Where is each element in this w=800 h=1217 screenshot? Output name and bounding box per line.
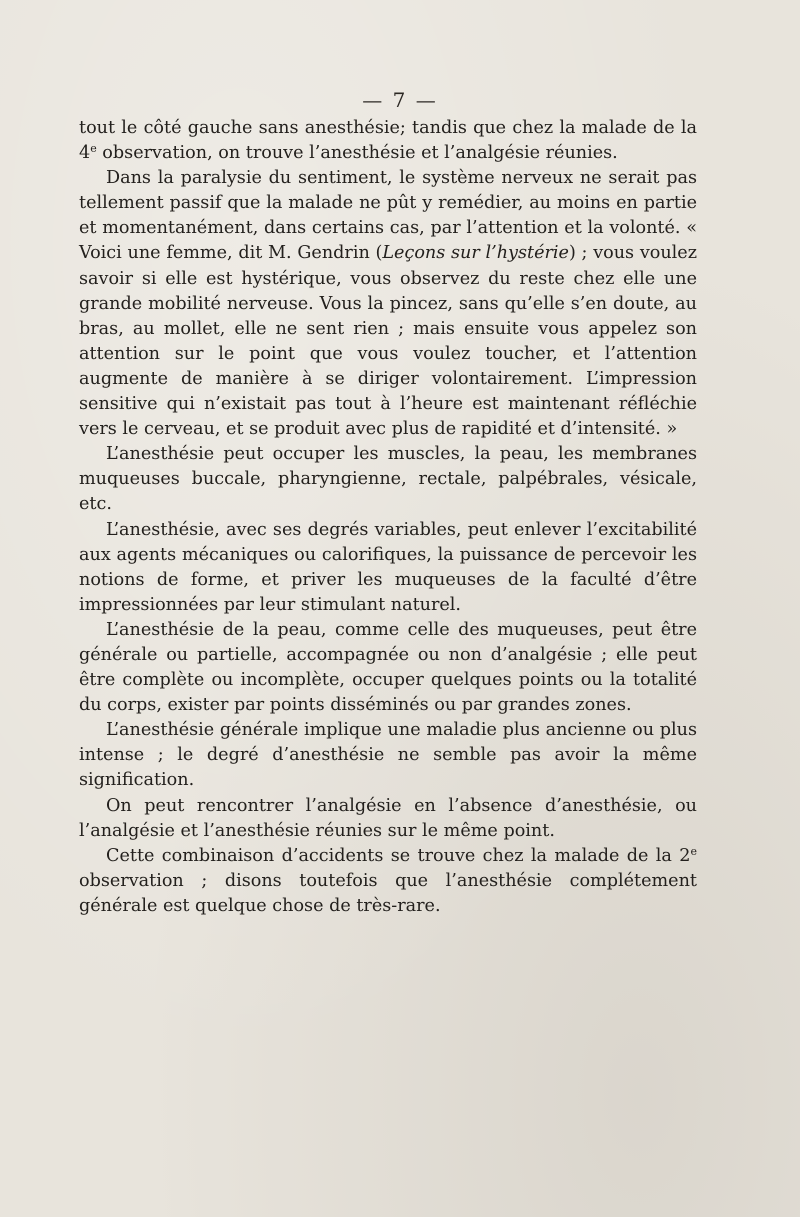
cited-work-title: Leçons sur l’hystérie [382,243,569,264]
paragraph-1-text-a: tout le côté gauche sans anesthésie; tandis que chez la malade de la 4 [79,118,697,164]
body-text [79,116,697,919]
ordinal-superscript: e [690,844,697,858]
ordinal-superscript: e [90,142,97,156]
page-number: — 7 — [362,88,438,112]
paragraph-1-text-b: observation, on trouve l’anesthésie et l’analgésie réunies. [96,143,618,164]
paragraph-2-text-b: ) ; vous voulez savoir si elle est hystérique, vous observez du reste chez elle une grande mobilité nerveuse. Vous la pincez, sans qu’elle s’en doute, au bras, au mollet, elle ne sent rien ; mais ensuite vous appelez son attention sur le point que vous voulez toucher, et l’attention augmente de manière à se diriger volontairement. L’impression sensitive qui n’existait pas tout à l’heure est maintenant réfléchie vers le cerveau, et se produit avec plus de rapidité et d’intensité. » [79,243,697,440]
paragraph-4: L’anesthésie, avec ses degrés variables, peut enlever l’excitabilité aux agents mécaniques ou calorifiques, la puissance de percevoir les notions de forme, et priver les muqueuses de la faculté d’être impressionnées par leur stimulant naturel. [79,519,697,615]
paragraph-2-text-a: Dans la paralysie du sentiment, le système nerveux ne serait pas tellement passif que la malade ne pût y remédier, au moins en partie et momentanément, dans certains cas, par l’attention et la volonté. « Voici une femme, dit M. Gendrin ( [79,168,697,264]
paragraph-8 [79,844,697,919]
paragraph-8-text-b: observation ; disons toutefois que l’anesthésie complétement générale est quelque chose de très-rare. [79,870,697,916]
paragraph-7: On peut rencontrer l’analgésie en l’absence d’anesthésie, ou l’analgésie et l’anesthésie réunies sur le même point. [79,795,697,841]
paragraph-5: L’anesthésie de la peau, comme celle des muqueuses, peut être générale ou partielle, accompagnée ou non d’analgésie ; elle peut être complète ou incomplète, occuper quelques points ou la totalité du corps, exister par points disséminés ou par grandes zones. [79,619,697,716]
paragraph-8-text-a: Cette combinaison d’accidents se trouve chez la malade de la 2 [106,845,691,866]
paragraph-2 [79,166,697,442]
paragraph-1 [79,116,697,166]
paragraph-6: L’anesthésie générale implique une maladie plus ancienne ou plus intense ; le degré d’anesthésie ne semble pas avoir la même signification. [79,720,697,791]
paragraph-3: L’anesthésie peut occuper les muscles, la peau, les membranes muqueuses buccale, pharyngienne, rectale, palpébrales, vésicale, etc. [79,444,697,515]
